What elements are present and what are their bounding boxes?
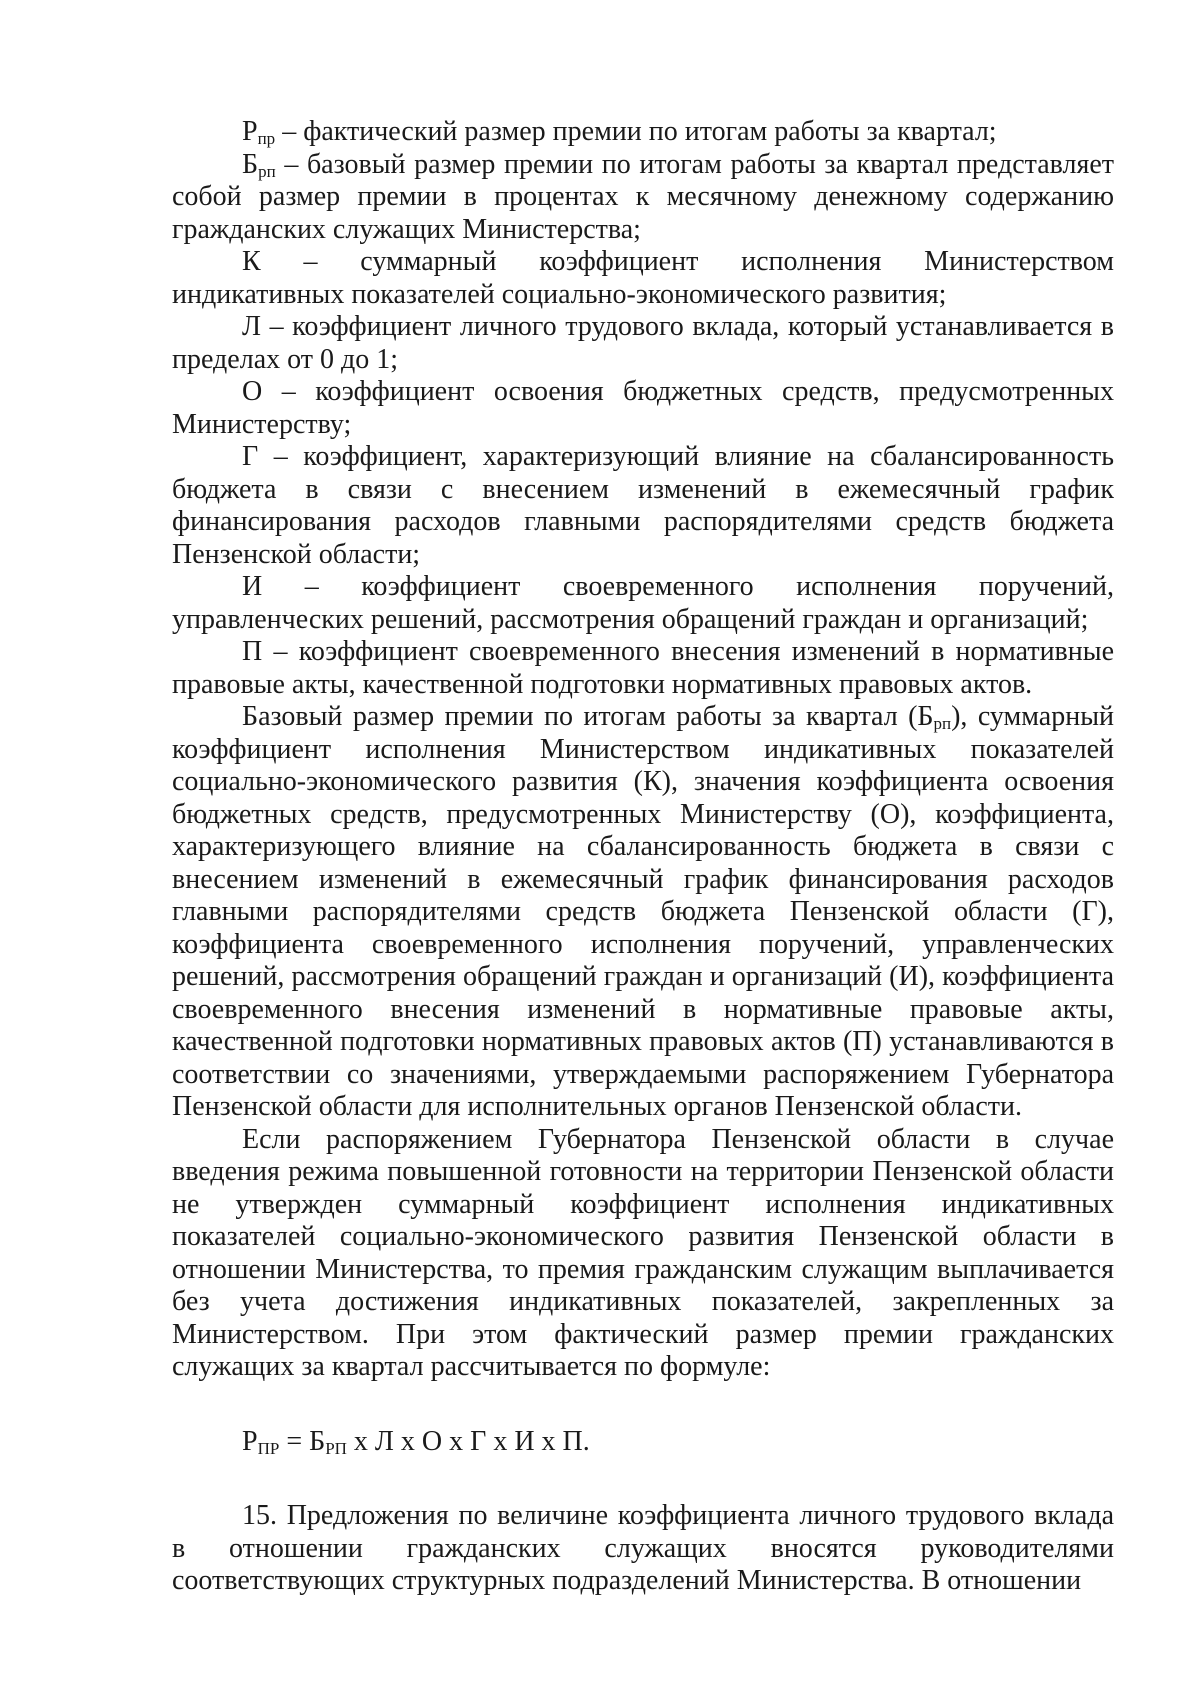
definition-text: – коэффициент своевременного исполнения поручений, управленческих решений, рассмотрения обращений граждан и организаций;: [172, 571, 1114, 635]
formula-lhs: Р: [242, 1425, 258, 1457]
bonus-formula: [172, 1426, 1114, 1459]
symbol-subscript: рп: [258, 161, 276, 181]
section-15-paragraph: 15. Предложения по величине коэффициента личного трудового вклада в отношении гражданских служащих вносятся руководителями соответствующих структурных подразделений Министерства. В отношении: [172, 1500, 1114, 1596]
governor-order-paragraph: Если распоряжением Губернатора Пензенской области в случае введения режима повышенной готовности на территории Пензенской области не утвержден суммарный коэффициент исполнения индикативных показателей социально-экономического развития Пензенской области в отношении Министерства, то премия гражданским служащим выплачивается без учета достижения индикативных показателей, закрепленных за Министерством. При этом фактический размер премии гражданских служащих за квартал рассчитывается по формуле:: [172, 1123, 1114, 1382]
definition-p: [172, 636, 1114, 701]
definition-text: – фактический размер премии по итогам работы за квартал;: [275, 116, 997, 147]
definition-i: [172, 571, 1114, 636]
symbol: П: [242, 636, 263, 667]
document-body: [172, 116, 1114, 1598]
definition-rpr: [172, 116, 1114, 149]
symbol: К: [242, 246, 261, 277]
symbol-subscript: пр: [257, 129, 276, 148]
symbol: Б: [242, 148, 259, 180]
definition-text: – базовый размер премии по итогам работы за квартал представляет собой размер премии в процентах к месячному денежному содержанию гражданских служащих Министерства;: [172, 148, 1114, 245]
symbol-subscript: рп: [933, 714, 952, 733]
spacer: [172, 1384, 1114, 1426]
definition-text: – коэффициент освоения бюджетных средств, предусмотренных Министерству;: [172, 376, 1114, 440]
definition-text: – суммарный коэффициент исполнения Министерством индикативных показателей социально-экономического развития;: [172, 246, 1114, 310]
definition-brp: [172, 149, 1114, 247]
symbol: И: [242, 571, 263, 602]
definition-k: [172, 246, 1114, 311]
symbol: Л: [242, 311, 261, 342]
formula-rhs-subscript: РП: [325, 1438, 347, 1458]
definition-text: – коэффициент своевременного внесения изменений в нормативные правовые акты, качественной подготовки нормативных правовых актов.: [172, 636, 1114, 700]
paragraph-text: Базовый размер премии по итогам работы за квартал (Б: [242, 701, 934, 732]
symbol: Г: [242, 441, 259, 472]
definition-text: – коэффициент личного трудового вклада, который устанавливается в пределах от 0 до 1;: [172, 311, 1114, 375]
definition-g: [172, 441, 1114, 571]
spacer: [172, 1458, 1114, 1500]
paragraph-text: ), суммарный коэффициент исполнения Министерством индикативных показателей социально-экономического развития (К), значения коэффициента освоения бюджетных средств, предусмотренных Министерству (О), коэффициента, характеризующего влияние на сбалансированность бюджета в связи с внесением изменений в ежемесячный график финансирования расходов главными распорядителями средств бюджета Пензенской области (Г), коэффициента своевременного исполнения поручений, управленческих решений, рассмотрения обращений граждан и организаций (И), коэффициента своевременного внесения изменений в нормативные правовые акты, качественной подготовки нормативных правовых актов (П) устанавливаются в соответствии со значениями, утверждаемыми распоряжением Губернатора Пензенской области для исполнительных органов Пензенской области.: [172, 701, 1114, 1122]
definition-text: – коэффициент, характеризующий влияние на сбалансированность бюджета в связи с внесением изменений в ежемесячный график финансирования расходов главными распорядителями средств бюджета Пензенской области;: [172, 441, 1114, 570]
symbol: О: [242, 376, 263, 407]
definition-l: [172, 311, 1114, 376]
symbol: Р: [242, 116, 258, 147]
definition-o: [172, 376, 1114, 441]
base-size-paragraph: [172, 701, 1114, 1124]
formula-equals: = Б: [279, 1425, 326, 1457]
formula-factors: х Л х О х Г х И х П.: [346, 1425, 590, 1457]
formula-lhs-subscript: ПР: [257, 1438, 280, 1458]
